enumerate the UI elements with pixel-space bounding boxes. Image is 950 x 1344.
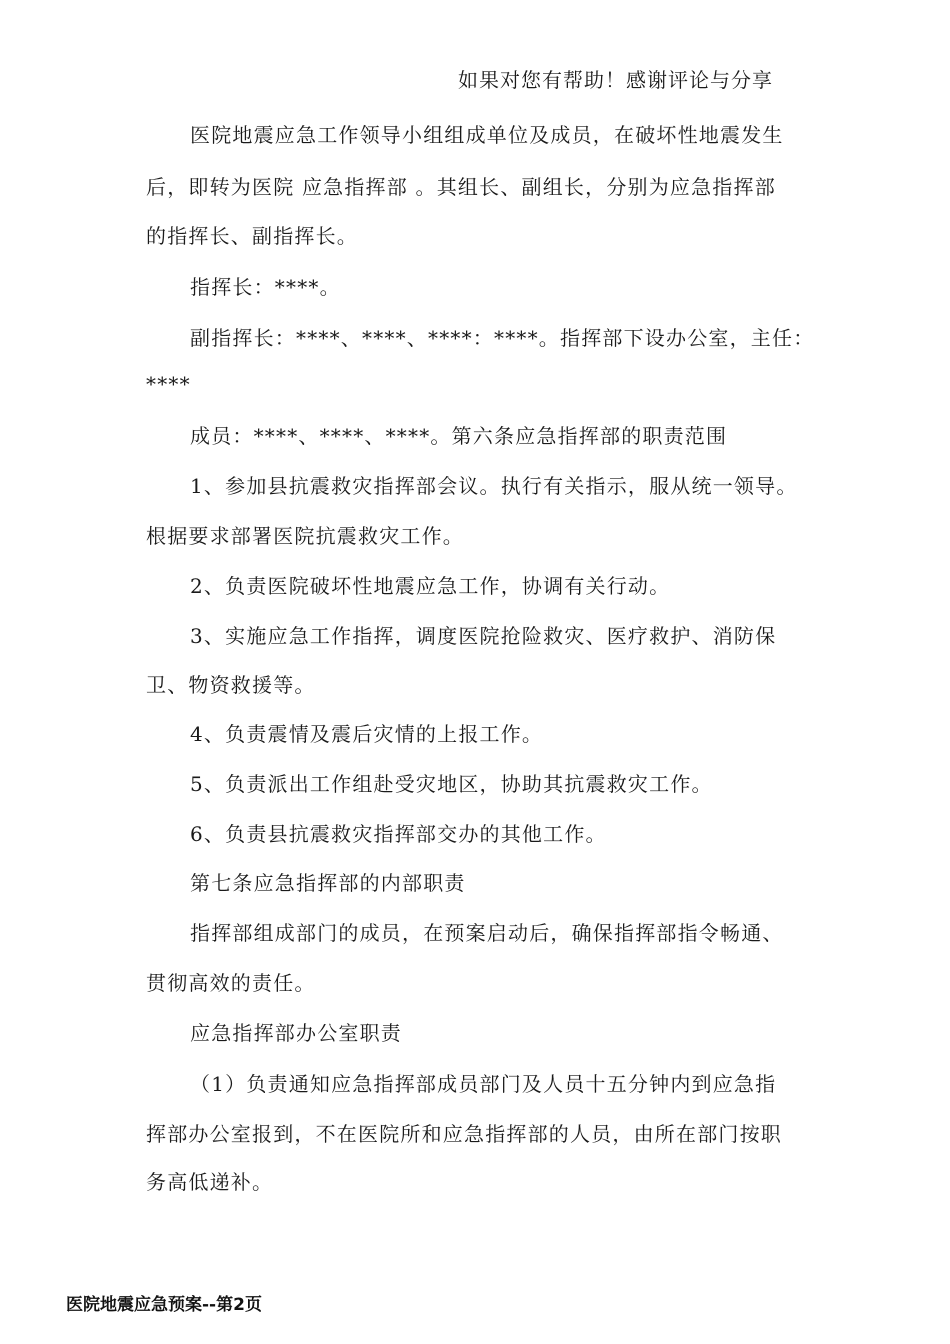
paragraph-line: 2、负责医院破坏性地震应急工作，协调有关行动。 [190, 574, 671, 598]
paragraph-line: 成员：****、****、****。第六条应急指挥部的职责范围 [190, 424, 728, 448]
paragraph-line: 的指挥长、副指挥长。 [146, 224, 358, 248]
paragraph-line: 贯彻高效的责任。 [146, 971, 316, 995]
paragraph-line: 根据要求部署医院抗震救灾工作。 [146, 524, 464, 548]
section-heading: 应急指挥部办公室职责 [190, 1021, 402, 1045]
paragraph-line: 医院地震应急工作领导小组组成单位及成员，在破坏性地震发生 [190, 123, 784, 147]
paragraph-line: 指挥部组成部门的成员，在预案启动后，确保指挥部指令畅通、 [190, 921, 784, 945]
paragraph-line: （1）负责通知应急指挥部成员部门及人员十五分钟内到应急指 [190, 1072, 777, 1096]
page-footer: 医院地震应急预案--第2页 [66, 1295, 262, 1315]
paragraph-line: 4、负责震情及震后灾情的上报工作。 [190, 722, 544, 746]
header-note: 如果对您有帮助！感谢评论与分享 [458, 68, 773, 92]
paragraph-line: 务高低递补。 [146, 1170, 274, 1194]
paragraph-line: 5、负责派出工作组赴受灾地区，协助其抗震救灾工作。 [190, 772, 713, 796]
paragraph-line: 挥部办公室报到，不在医院所和应急指挥部的人员，由所在部门按职 [146, 1122, 782, 1146]
paragraph-line: **** [146, 372, 191, 396]
paragraph-line: 3、实施应急工作指挥，调度医院抢险救灾、医疗救护、消防保 [190, 624, 777, 648]
paragraph-line: 1、参加县抗震救灾指挥部会议。执行有关指示，服从统一领导。 [190, 474, 798, 498]
paragraph-line: 副指挥长：****、****、****：****。指挥部下设办公室，主任： [190, 326, 815, 350]
paragraph-line: 6、负责县抗震救灾指挥部交办的其他工作。 [190, 822, 607, 846]
paragraph-line: 后，即转为医院 应急指挥部 。其组长、副组长，分别为应急指挥部 [146, 175, 776, 199]
paragraph-line: 指挥长：****。 [190, 275, 341, 299]
section-heading: 第七条应急指挥部的内部职责 [190, 871, 466, 895]
paragraph-line: 卫、物资救援等。 [146, 673, 316, 697]
